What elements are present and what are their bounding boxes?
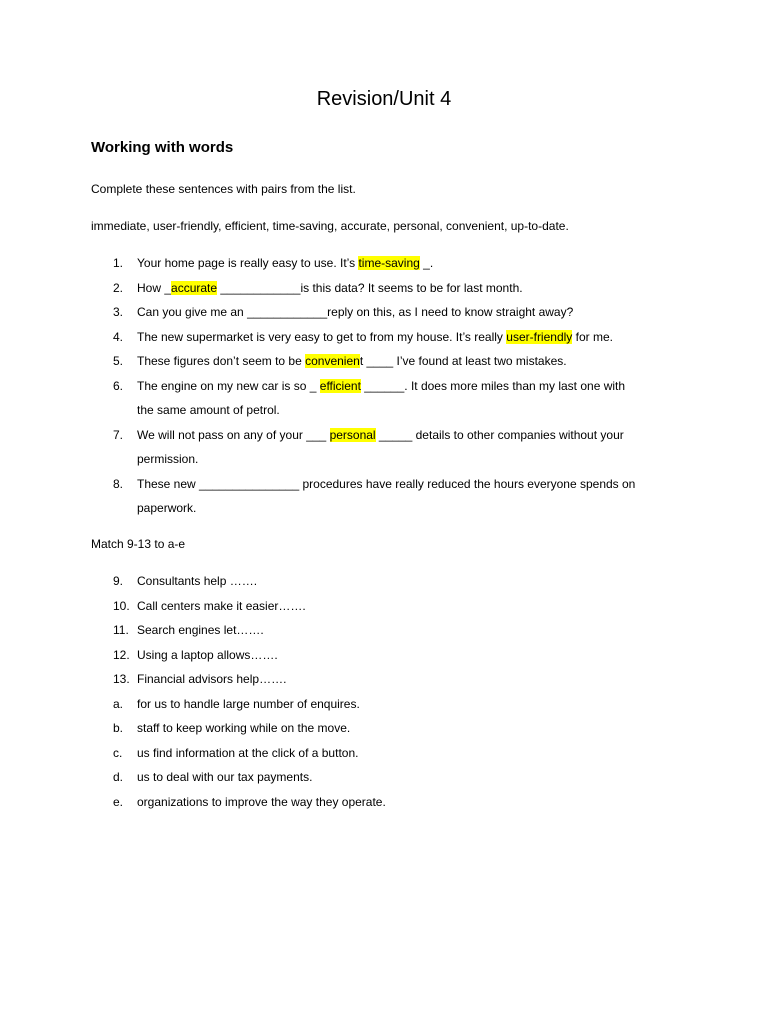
list-item bbox=[0, 472, 768, 497]
instructions-text: Complete these sentences with pairs from the list. bbox=[91, 182, 356, 196]
highlighted-answer: time-saving bbox=[358, 256, 420, 270]
list-item bbox=[0, 643, 768, 668]
item-text: _. bbox=[419, 256, 434, 270]
word-list: immediate, user-friendly, efficient, time-saving, accurate, personal, convenient, up-to-date. bbox=[91, 219, 569, 233]
item-number: 10. bbox=[113, 598, 130, 613]
item-number: 2. bbox=[113, 280, 124, 295]
highlighted-answer: accurate bbox=[171, 280, 218, 295]
item-number: 7. bbox=[113, 427, 124, 442]
list-item bbox=[0, 423, 768, 448]
item-number: 13. bbox=[113, 672, 130, 686]
list-item bbox=[0, 618, 768, 643]
item-text: Consultants help ……. bbox=[137, 574, 258, 588]
item-text: The engine on my new car is so _ bbox=[137, 378, 320, 393]
item-number: 6. bbox=[113, 378, 124, 393]
highlighted-answer: convenien bbox=[305, 354, 360, 368]
list-item-continuation: paperwork. bbox=[137, 501, 197, 515]
item-text: us find information at the click of a button. bbox=[137, 745, 359, 760]
item-text: The new supermarket is very easy to get to from my house. It’s really bbox=[137, 329, 507, 344]
item-text: us to deal with our tax payments. bbox=[137, 770, 313, 784]
item-text: These figures don’t seem to be bbox=[137, 354, 306, 368]
list-item bbox=[0, 741, 768, 766]
item-number: 11. bbox=[113, 623, 129, 637]
item-number: 12. bbox=[113, 647, 130, 662]
match-instruction: Match 9-13 to a-e bbox=[91, 537, 186, 551]
item-text: ______. It does more miles than my last one with bbox=[360, 378, 626, 393]
item-text: Search engines let……. bbox=[137, 623, 264, 637]
list-item bbox=[0, 594, 768, 619]
matching-list bbox=[0, 569, 768, 814]
highlighted-answer: personal bbox=[329, 427, 376, 442]
list-item bbox=[0, 300, 768, 325]
list-item bbox=[0, 790, 768, 815]
list-item bbox=[0, 692, 768, 717]
item-number: 1. bbox=[113, 256, 124, 270]
item-text: These new _______________ procedures have really reduced the hours everyone spends on bbox=[137, 476, 636, 491]
list-item bbox=[0, 251, 768, 276]
item-text: organizations to improve the way they operate. bbox=[137, 794, 386, 809]
item-text: for us to handle large number of enquires. bbox=[137, 696, 360, 711]
item-letter: c. bbox=[113, 745, 123, 760]
sentence-completion-list bbox=[0, 251, 768, 521]
item-text: Using a laptop allows……. bbox=[137, 647, 278, 662]
item-number: 9. bbox=[113, 574, 124, 588]
highlighted-answer: efficient bbox=[319, 378, 361, 393]
list-item bbox=[0, 325, 768, 350]
item-text: Call centers make it easier……. bbox=[137, 598, 306, 613]
item-text: _____ details to other companies without your bbox=[375, 427, 624, 442]
item-text: for me. bbox=[572, 329, 613, 344]
item-text: Your home page is really easy to use. It’s bbox=[137, 256, 359, 270]
item-letter: b. bbox=[113, 721, 124, 735]
item-letter: e. bbox=[113, 794, 124, 809]
item-text: staff to keep working while on the move. bbox=[137, 721, 351, 735]
list-item bbox=[0, 569, 768, 594]
item-text: Can you give me an ____________reply on this, as I need to know straight away? bbox=[137, 305, 574, 319]
list-item bbox=[0, 276, 768, 301]
item-number: 3. bbox=[113, 305, 124, 319]
item-text: Financial advisors help……. bbox=[137, 672, 287, 686]
list-item bbox=[0, 374, 768, 399]
item-number: 4. bbox=[113, 329, 124, 344]
item-text: We will not pass on any of your ___ bbox=[137, 427, 330, 442]
list-item-continuation: permission. bbox=[137, 452, 199, 466]
list-item-continuation: the same amount of petrol. bbox=[137, 403, 280, 417]
item-text: t ____ I’ve found at least two mistakes. bbox=[359, 354, 567, 368]
section-heading: Working with words bbox=[91, 139, 234, 156]
page-title: Revision/Unit 4 bbox=[316, 88, 452, 110]
list-item bbox=[0, 765, 768, 790]
highlighted-answer: user-friendly bbox=[506, 329, 573, 344]
list-item bbox=[0, 349, 768, 374]
list-item bbox=[0, 716, 768, 741]
item-number: 8. bbox=[113, 476, 124, 491]
item-letter: d. bbox=[113, 770, 124, 784]
item-number: 5. bbox=[113, 354, 124, 368]
list-item bbox=[0, 667, 768, 692]
item-text: ____________is this data? It seems to be for last month. bbox=[217, 280, 523, 295]
item-text: How _ bbox=[137, 280, 172, 295]
item-letter: a. bbox=[113, 696, 124, 711]
